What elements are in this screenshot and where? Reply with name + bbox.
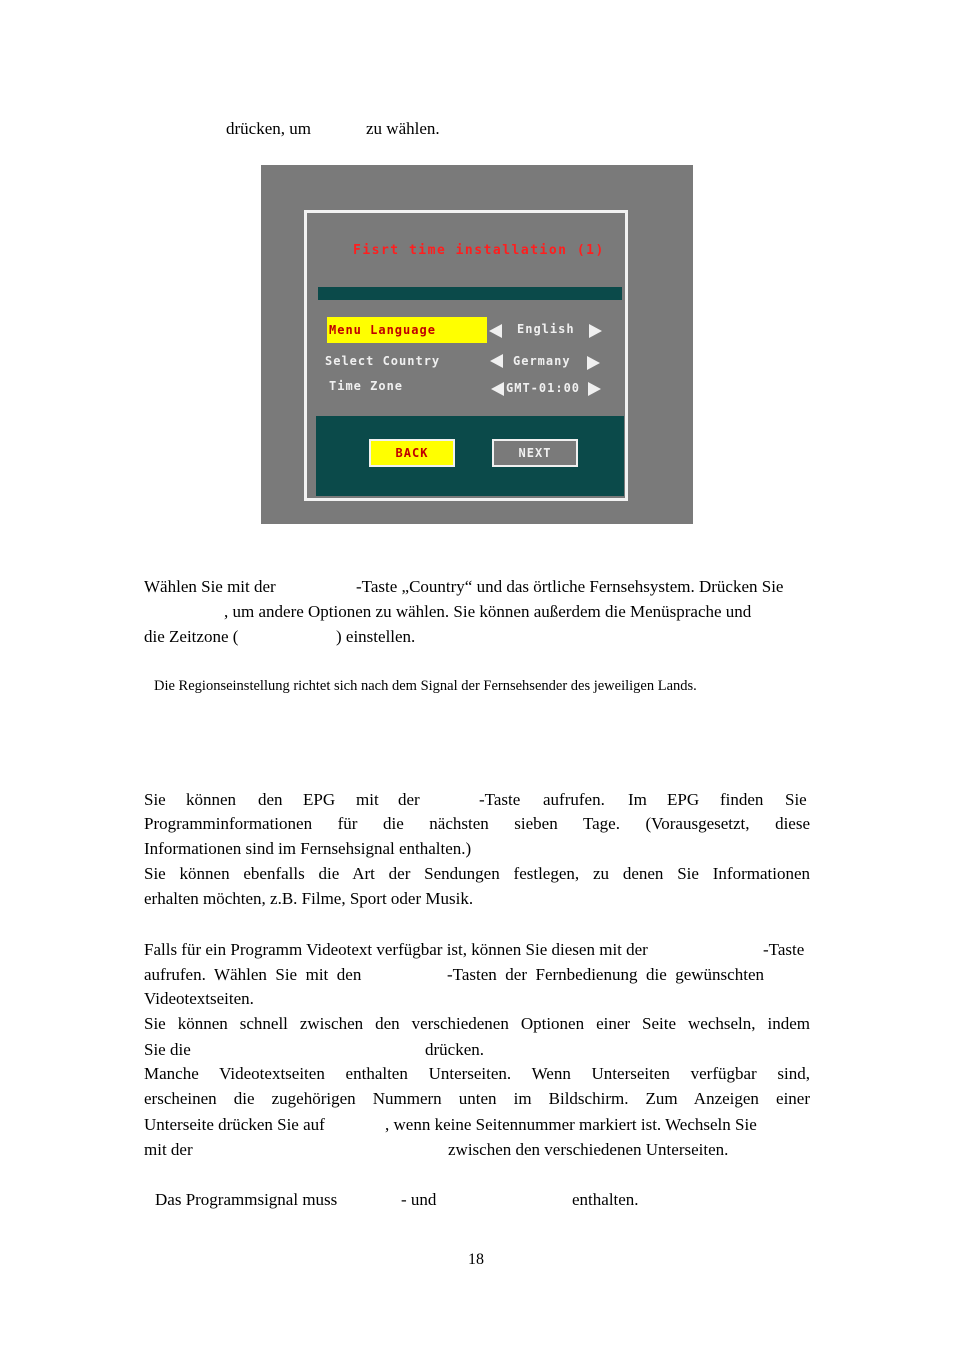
country-text-2: , um andere Optionen zu wählen. Sie können außerdem die Menüsprache und [224, 602, 752, 621]
menu-language-highlight [327, 317, 487, 343]
epg-text-4: Sie können ebenfalls die Art der Sendungen festlegen, zu denen Sie Informationen [144, 864, 810, 883]
teletext-text-7: erscheinen die zugehörigen Nummern unten im Bildschirm. Zum Anzeigen einer [144, 1089, 810, 1108]
select-country-value: Germany [513, 354, 571, 368]
epg-word: -Taste [479, 790, 521, 809]
teletext-text-3: Videotextseiten. [144, 989, 254, 1008]
country-text-1b: -Taste „Country“ und das örtliche Fernsehsystem. Drücken Sie [356, 577, 784, 596]
epg-word: Im [628, 790, 647, 809]
arrow-right-icon [588, 382, 601, 396]
country-text-3b: ) einstellen. [336, 627, 416, 646]
teletext-text-9b: zwischen den verschiedenen Unterseiten. [448, 1140, 729, 1159]
teletext-text-5b: drücken. [425, 1040, 485, 1059]
arrow-left-icon [490, 354, 503, 368]
menu-divider-bar [318, 287, 622, 300]
back-button: BACK [369, 439, 455, 467]
arrow-left-icon [491, 382, 504, 396]
epg-word: Sie [144, 790, 166, 809]
next-button: NEXT [492, 439, 578, 467]
teletext-text-8a: Unterseite drücken Sie auf [144, 1115, 325, 1134]
epg-word: EPG [667, 790, 700, 809]
page-number: 18 [468, 1251, 484, 1268]
teletext-text-2a: aufrufen. Wählen Sie mit den [144, 965, 362, 984]
signal-note-c: enthalten. [572, 1190, 639, 1209]
teletext-text-9a: mit der [144, 1140, 193, 1159]
menu-language-label: Menu Language [329, 323, 436, 337]
epg-word: Sie [785, 790, 807, 809]
epg-word: aufrufen. [543, 790, 605, 809]
teletext-text-6: Manche Videotextseiten enthalten Unterseiten. Wenn Unterseiten verfügbar sind, [144, 1064, 810, 1083]
epg-word: mit [356, 790, 379, 809]
signal-note-b: - und [401, 1190, 437, 1209]
menu-button-bar [316, 416, 624, 496]
time-zone-label: Time Zone [329, 379, 404, 393]
menu-frame [304, 210, 628, 501]
menu-title: Fisrt time installation (1) [353, 243, 605, 258]
arrow-right-icon [587, 356, 600, 370]
epg-word: der [398, 790, 420, 809]
instruction-text-1: drücken, um [226, 119, 311, 138]
teletext-text-1a: Falls für ein Programm Videotext verfügbar ist, können Sie diesen mit der [144, 940, 648, 959]
first-installation-screenshot [261, 165, 693, 524]
signal-note-a: Das Programmsignal muss [155, 1190, 338, 1209]
menu-language-value: English [517, 322, 575, 336]
epg-text-5: erhalten möchten, z.B. Filme, Sport oder Musik. [144, 889, 474, 908]
time-zone-value: GMT-01:00 [506, 381, 581, 395]
country-text-1a: Wählen Sie mit der [144, 577, 276, 596]
region-note: Die Regionseinstellung richtet sich nach dem Signal der Fernsehsender des jeweiligen Lands. [154, 678, 697, 694]
select-country-label: Select Country [325, 354, 441, 368]
epg-text-3: Informationen sind im Fernsehsignal enthalten.) [144, 839, 472, 858]
epg-word: EPG [303, 790, 336, 809]
country-text-3a: die Zeitzone ( [144, 627, 239, 646]
epg-text-2: Programminformationen für die nächsten sieben Tage. (Vorausgesetzt, diese [144, 814, 810, 833]
instruction-text-2: zu wählen. [366, 119, 440, 138]
epg-word: finden [720, 790, 764, 809]
teletext-text-2b: -Tasten der Fernbedienung die gewünschten [447, 965, 764, 984]
teletext-text-8b: , wenn keine Seitennummer markiert ist. Wechseln Sie [385, 1115, 757, 1134]
teletext-text-4: Sie können schnell zwischen den verschiedenen Optionen einer Seite wechseln, indem [144, 1014, 810, 1033]
arrow-right-icon [589, 324, 602, 338]
epg-word: den [258, 790, 283, 809]
teletext-text-5a: Sie die [144, 1040, 191, 1059]
epg-text-1a [144, 787, 166, 812]
arrow-left-icon [489, 324, 502, 338]
epg-word: können [186, 790, 237, 809]
teletext-text-1b: -Taste [763, 940, 805, 959]
